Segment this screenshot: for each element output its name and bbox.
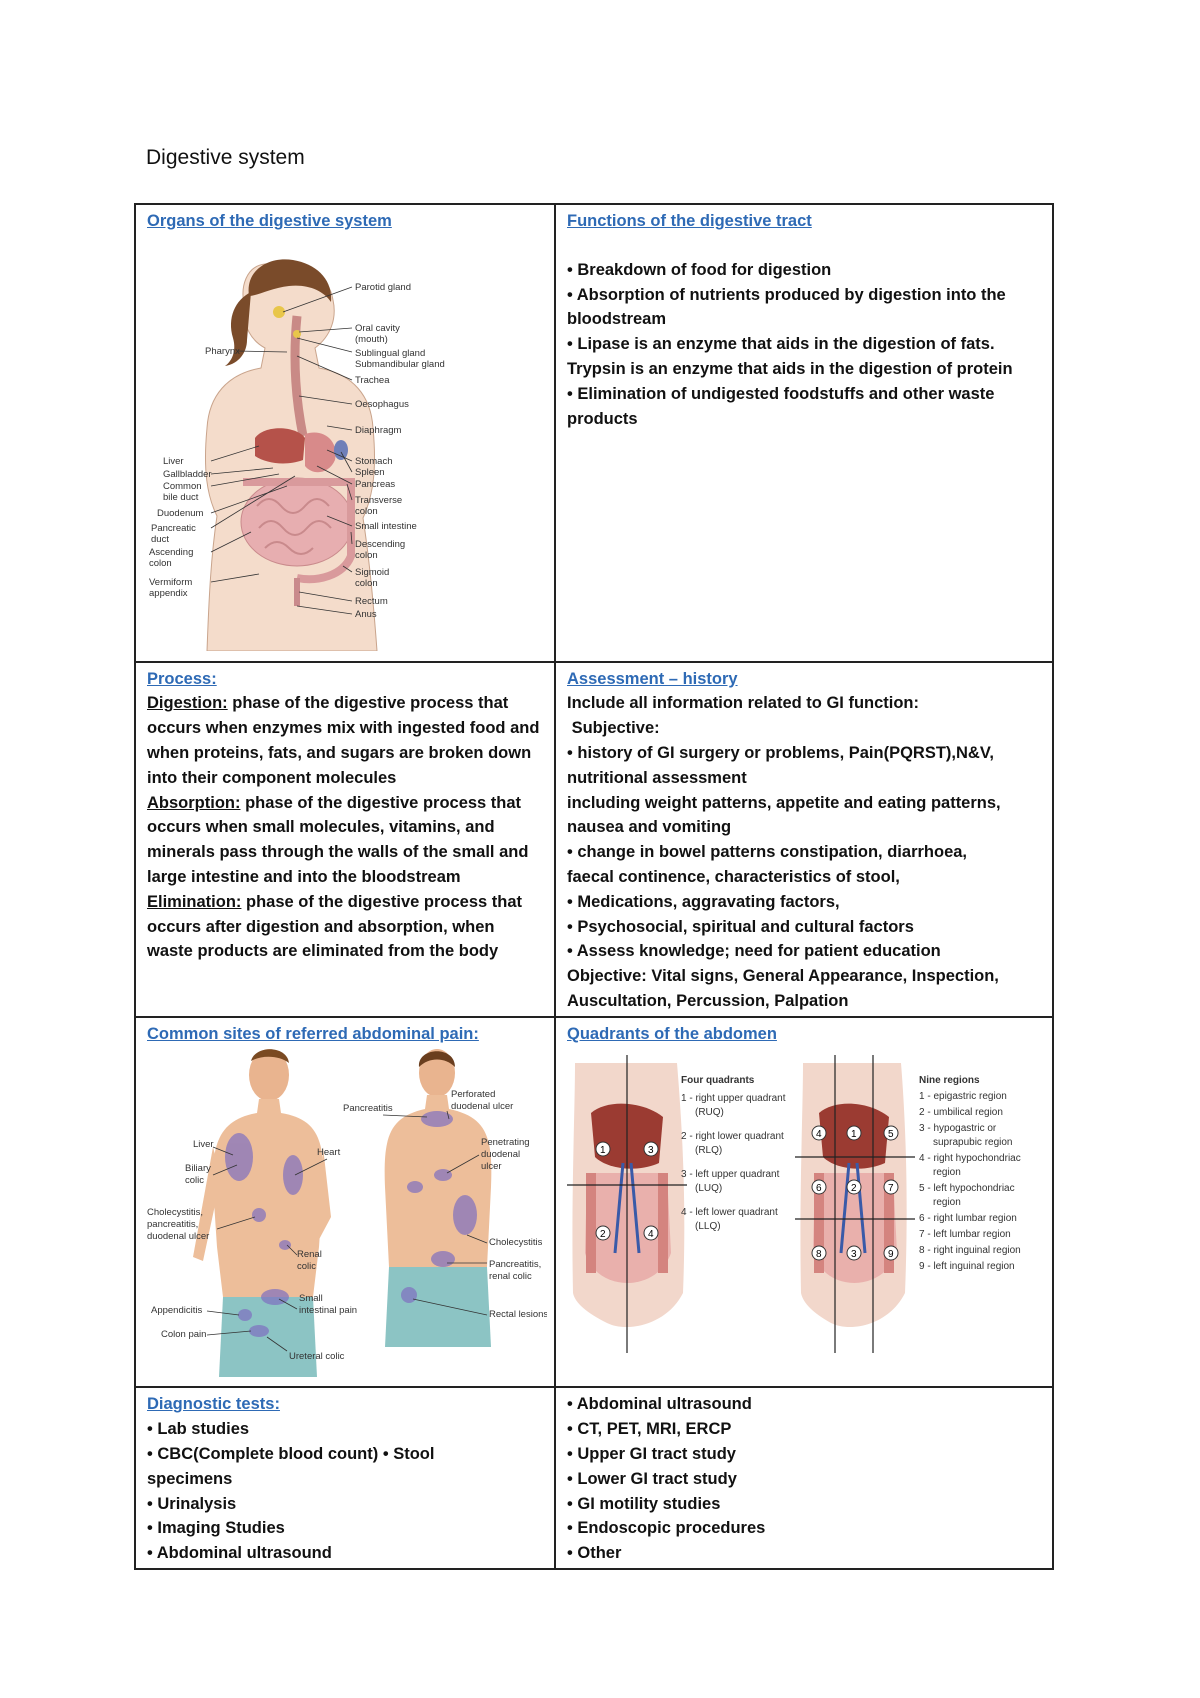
table-row bbox=[135, 1387, 1053, 1569]
assessment-line: nutritional assessment bbox=[567, 768, 747, 787]
organ-label: colon bbox=[355, 577, 378, 589]
pain-label: duodenal bbox=[481, 1148, 521, 1160]
pain-label: Liver bbox=[193, 1138, 214, 1150]
quadrant-marker: 1 bbox=[600, 1144, 606, 1156]
organ-label: colon bbox=[149, 557, 172, 569]
functions-line: Trypsin is an enzyme that aids in the digestion of protein bbox=[567, 359, 1013, 378]
organ-label: Pharynx bbox=[205, 345, 240, 357]
quadrant-marker: 4 bbox=[648, 1228, 654, 1240]
four-quadrant-item: (RUQ) bbox=[695, 1106, 724, 1118]
four-quadrant-item: 4 - left lower quadrant bbox=[681, 1206, 778, 1218]
four-quadrant-legend bbox=[681, 1075, 786, 1232]
functions-line: • Breakdown of food for digestion bbox=[567, 260, 832, 279]
content-table bbox=[134, 203, 1054, 1570]
organ-label: Transverse bbox=[355, 494, 403, 506]
quadrant-marker: 2 bbox=[600, 1228, 606, 1240]
region-marker: 4 bbox=[816, 1128, 822, 1140]
four-quadrant-item: (RLQ) bbox=[695, 1144, 723, 1156]
process-cell bbox=[135, 662, 555, 1017]
assessment-line: nausea and vomiting bbox=[567, 818, 732, 837]
four-quadrant-item: 1 - right upper quadrant bbox=[681, 1092, 786, 1104]
assessment-line: Subjective: bbox=[567, 719, 660, 738]
procedure-line: • CT, PET, MRI, ERCP bbox=[567, 1420, 732, 1439]
nine-region-item: 8 - right inguinal region bbox=[919, 1244, 1021, 1256]
elimination-text: phase of the digestive process that occurs after digestion and absorption, when waste products are eliminated from the body bbox=[147, 892, 522, 961]
nine-region-item: region bbox=[933, 1196, 961, 1208]
organ-label: Ascending bbox=[149, 546, 194, 558]
pain-label: Appendicitis bbox=[151, 1304, 203, 1316]
organ-label: Vermiform bbox=[149, 576, 193, 588]
nine-region-item: 5 - left hypochondriac bbox=[919, 1182, 1015, 1194]
digestion-term: Digestion: bbox=[147, 694, 228, 713]
organ-label: Oral cavity bbox=[355, 322, 400, 334]
pain-label: Heart bbox=[317, 1146, 341, 1158]
assessment-line: Auscultation, Percussion, Palpation bbox=[567, 991, 849, 1010]
table-row bbox=[135, 204, 1053, 662]
pain-label: renal colic bbox=[489, 1270, 532, 1282]
digestive-organs-figure bbox=[147, 256, 507, 651]
organ-label: duct bbox=[151, 533, 169, 545]
nine-region-item: 4 - right hypochondriac bbox=[919, 1152, 1021, 1164]
pain-label: Pancreatitis, bbox=[489, 1258, 542, 1270]
pain-label: colic bbox=[297, 1260, 317, 1272]
organ-label: Gallbladder bbox=[163, 468, 212, 480]
nine-region-item: 2 - umbilical region bbox=[919, 1106, 1003, 1118]
pain-label: Renal bbox=[297, 1248, 322, 1260]
quadrants-heading: Quadrants of the abdomen bbox=[567, 1024, 777, 1043]
referred-pain-heading: Common sites of referred abdominal pain: bbox=[147, 1024, 479, 1043]
region-marker: 3 bbox=[851, 1248, 857, 1260]
diagnostic-line: • Imaging Studies bbox=[147, 1519, 285, 1538]
diagnostic-procedures-cell bbox=[555, 1387, 1053, 1569]
pain-label: Ureteral colic bbox=[289, 1350, 345, 1362]
organ-label: Diaphragm bbox=[355, 424, 402, 436]
organ-label: appendix bbox=[149, 587, 188, 599]
pain-label: Cholecystitis bbox=[489, 1236, 543, 1248]
procedure-line: • Lower GI tract study bbox=[567, 1469, 737, 1488]
procedure-line: • Other bbox=[567, 1544, 622, 1563]
functions-line: bloodstream bbox=[567, 310, 667, 329]
organ-label: Oesophagus bbox=[355, 398, 409, 410]
pain-label: duodenal ulcer bbox=[147, 1230, 210, 1242]
pain-label: ulcer bbox=[481, 1160, 502, 1172]
diagnostic-tests-cell bbox=[135, 1387, 555, 1569]
diagnostic-heading: Diagnostic tests: bbox=[147, 1395, 280, 1414]
organs-heading: Organs of the digestive system bbox=[147, 212, 392, 230]
organ-label: Small intestine bbox=[355, 520, 417, 532]
pain-label: Pancreatitis bbox=[343, 1102, 393, 1114]
elimination-term: Elimination: bbox=[147, 892, 242, 911]
pain-label: Rectal lesions bbox=[489, 1308, 547, 1320]
organ-label: bile duct bbox=[163, 491, 199, 503]
nine-region-item: 3 - hypogastric or bbox=[919, 1122, 997, 1134]
organ-label: Stomach bbox=[355, 455, 393, 467]
organ-label: Liver bbox=[163, 455, 184, 467]
functions-line: • Absorption of nutrients produced by digestion into the bbox=[567, 285, 1006, 304]
organ-label: Pancreatic bbox=[151, 522, 196, 534]
nine-region-item: 9 - left inguinal region bbox=[919, 1260, 1015, 1272]
pain-label: Biliary bbox=[185, 1162, 211, 1174]
organ-label: colon bbox=[355, 505, 378, 517]
process-paragraph bbox=[147, 791, 544, 890]
quadrant-marker: 3 bbox=[648, 1144, 654, 1156]
procedure-line: • Endoscopic procedures bbox=[567, 1519, 766, 1538]
diagnostic-line: • Lab studies bbox=[147, 1420, 250, 1439]
pain-label: intestinal pain bbox=[299, 1304, 358, 1316]
organs-cell bbox=[135, 204, 555, 662]
organ-label: Sublingual gland bbox=[355, 347, 426, 359]
digestion-text: phase of the digestive process that occurs when enzymes mix with ingested food and when proteins, fats, and sugars are broken down into their component molecules bbox=[147, 694, 540, 787]
region-marker: 8 bbox=[816, 1248, 822, 1260]
assessment-line: Objective: Vital signs, General Appearance, Inspection, bbox=[567, 967, 999, 986]
table-row bbox=[135, 662, 1053, 1017]
nine-region-item: 1 - epigastric region bbox=[919, 1090, 1007, 1102]
organ-label: Submandibular gland bbox=[355, 358, 445, 370]
assessment-line: • Medications, aggravating factors, bbox=[567, 892, 840, 911]
organ-label: Descending bbox=[355, 538, 406, 550]
functions-cell bbox=[555, 204, 1053, 662]
nine-region-item: 7 - left lumbar region bbox=[919, 1228, 1011, 1240]
nine-region-item: region bbox=[933, 1166, 961, 1178]
nine-regions-title: Nine regions bbox=[919, 1074, 980, 1086]
region-marker: 9 bbox=[888, 1248, 894, 1260]
assessment-line: • history of GI surgery or problems, Pain(PQRST),N&V, bbox=[567, 743, 994, 762]
absorption-term: Absorption: bbox=[147, 793, 241, 812]
pain-label: colic bbox=[185, 1174, 205, 1186]
organ-label: Parotid gland bbox=[355, 281, 411, 293]
four-quadrants-title: Four quadrants bbox=[681, 1074, 755, 1086]
quadrants-cell bbox=[555, 1017, 1053, 1388]
pain-label: Cholecystitis, bbox=[147, 1206, 203, 1218]
four-quadrant-item: 3 - left upper quadrant bbox=[681, 1168, 780, 1180]
organ-label: (mouth) bbox=[355, 333, 388, 345]
absorption-text: phase of the digestive process that occurs when small molecules, vitamins, and minerals pass through the walls of the small and large intestine and into the bloodstream bbox=[147, 793, 529, 886]
region-marker: 2 bbox=[851, 1182, 857, 1194]
referred-pain-cell bbox=[135, 1017, 555, 1388]
organ-label: Pancreas bbox=[355, 478, 396, 490]
pain-label: Penetrating bbox=[481, 1136, 530, 1148]
region-marker: 1 bbox=[851, 1128, 857, 1140]
assessment-line: faecal continence, characteristics of stool, bbox=[567, 867, 900, 886]
pain-label: pancreatitis, bbox=[147, 1218, 199, 1230]
procedure-line: • Abdominal ultrasound bbox=[567, 1395, 752, 1414]
organ-label: Rectum bbox=[355, 595, 388, 607]
diagnostic-line: • Abdominal ultrasound bbox=[147, 1544, 332, 1563]
region-marker: 6 bbox=[816, 1182, 822, 1194]
nine-region-item: suprapubic region bbox=[933, 1136, 1013, 1148]
assessment-line: including weight patterns, appetite and eating patterns, bbox=[567, 793, 1001, 812]
nine-region-legend bbox=[919, 1075, 1021, 1272]
functions-line: • Lipase is an enzyme that aids in the digestion of fats. bbox=[567, 335, 995, 354]
assessment-line: Include all information related to GI function: bbox=[567, 694, 920, 713]
pain-label: Perforated bbox=[451, 1088, 496, 1100]
organ-label: Common bbox=[163, 480, 202, 492]
procedure-line: • GI motility studies bbox=[567, 1494, 721, 1513]
assessment-cell bbox=[555, 662, 1053, 1017]
assessment-line: • Assess knowledge; need for patient education bbox=[567, 942, 941, 961]
organ-label: colon bbox=[355, 549, 378, 561]
diagnostic-line: • CBC(Complete blood count) • Stool bbox=[147, 1444, 435, 1463]
process-paragraph bbox=[147, 890, 544, 964]
functions-line: products bbox=[567, 409, 638, 428]
assessment-heading: Assessment – history bbox=[567, 669, 738, 688]
region-marker: 5 bbox=[888, 1128, 894, 1140]
four-quadrant-item: (LUQ) bbox=[695, 1182, 723, 1194]
pain-label: duodenal ulcer bbox=[451, 1100, 514, 1112]
abdomen-quadrants-figure bbox=[567, 1053, 1045, 1363]
region-marker: 7 bbox=[888, 1182, 894, 1194]
process-paragraph bbox=[147, 691, 544, 790]
process-heading: Process: bbox=[147, 669, 217, 688]
assessment-line: • change in bowel patterns constipation, diarrhoea, bbox=[567, 843, 968, 862]
pain-label: Colon pain bbox=[161, 1328, 207, 1340]
diagnostic-line: • Urinalysis bbox=[147, 1494, 237, 1513]
procedure-line: • Upper GI tract study bbox=[567, 1444, 736, 1463]
organ-label: Sigmoid bbox=[355, 566, 390, 578]
organ-label: Duodenum bbox=[157, 507, 204, 519]
four-quadrant-item: 2 - right lower quadrant bbox=[681, 1130, 784, 1142]
document-title: Digestive system bbox=[146, 146, 305, 169]
table-row bbox=[135, 1017, 1053, 1388]
nine-region-item: 6 - right lumbar region bbox=[919, 1212, 1017, 1224]
assessment-line: • Psychosocial, spiritual and cultural factors bbox=[567, 917, 914, 936]
functions-line: • Elimination of undigested foodstuffs and other waste bbox=[567, 384, 995, 403]
referred-pain-figure bbox=[147, 1047, 547, 1377]
organ-label: Anus bbox=[355, 608, 377, 620]
organ-label: Spleen bbox=[355, 466, 385, 478]
diagnostic-line: specimens bbox=[147, 1469, 233, 1488]
pain-label: Small bbox=[299, 1292, 323, 1304]
four-quadrant-item: (LLQ) bbox=[695, 1220, 721, 1232]
functions-heading: Functions of the digestive tract bbox=[567, 212, 812, 230]
organ-label: Trachea bbox=[355, 374, 390, 386]
